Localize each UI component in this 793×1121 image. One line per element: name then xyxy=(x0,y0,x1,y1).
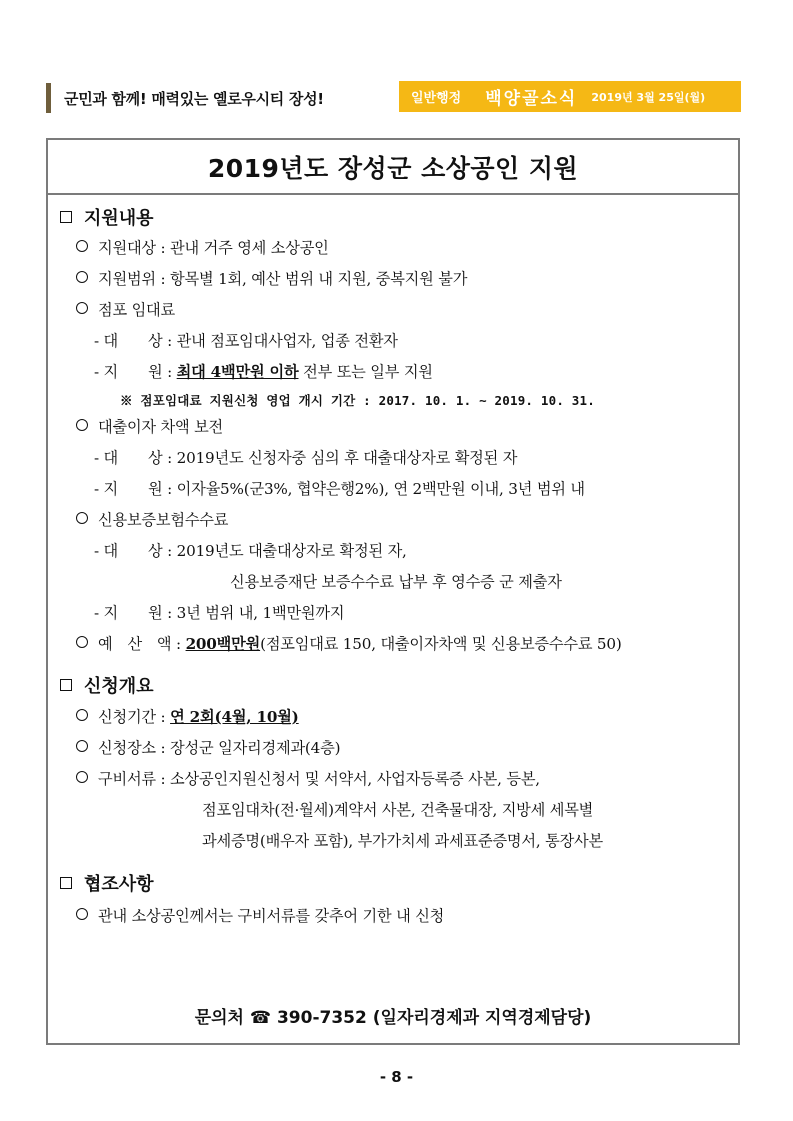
budget-amount: 200백만원 xyxy=(185,635,261,653)
checkbox-square-icon xyxy=(60,877,72,889)
list-item: 대출이자 차액 보전 xyxy=(76,416,223,438)
header-banner xyxy=(399,81,741,112)
circle-bullet-icon xyxy=(76,771,88,783)
issue-date: 2019년 3월 25일(월) xyxy=(591,90,706,104)
checkbox-square-icon xyxy=(60,211,72,223)
list-item: 지원범위 : 항목별 1회, 예산 범위 내 지원, 중복지원 불가 xyxy=(76,268,467,290)
article-title: 2019년도 장성군 소상공인 지원 xyxy=(207,153,579,183)
application-place: 신청장소 : 장성군 일자리경제과(4층) xyxy=(76,737,340,759)
application-docs: 구비서류 : 소상공인지원신청서 및 서약서, 사업자등록증 사본, 등본, xyxy=(76,768,540,790)
application-period: 신청기간 : 연 2회(4월, 10월) xyxy=(76,706,299,728)
circle-bullet-icon xyxy=(76,240,88,252)
list-item: 지원대상 : 관내 거주 영세 소상공인 xyxy=(76,237,329,259)
section-heading-cooperation: 협조사항 xyxy=(60,874,154,896)
title-band xyxy=(48,140,738,195)
application-docs-cont: 과세증명(배우자 포함), 부가가치세 과세표준증명서, 통장사본 xyxy=(202,832,603,850)
circle-bullet-icon xyxy=(76,419,88,431)
circle-bullet-icon xyxy=(76,740,88,752)
rent-target: - 대 상 : 관내 점포임대사업자, 업종 전환자 xyxy=(94,332,398,350)
page-number: - 8 - xyxy=(379,1068,414,1086)
interest-target: - 대 상 : 2019년도 신청자중 심의 후 대출대상자로 확정된 자 xyxy=(94,449,518,467)
rent-support: - 지 원 : 최대 4백만원 이하 전부 또는 일부 지원 xyxy=(94,363,433,381)
circle-bullet-icon xyxy=(76,302,88,314)
list-item: 신용보증보험수수료 xyxy=(76,509,228,531)
rent-note: ※ 점포임대료 지원신청 영업 개시 기간 : 2017. 10. 1. ~ 2019. 10. 31. xyxy=(120,393,595,408)
circle-bullet-icon xyxy=(76,512,88,524)
circle-bullet-icon xyxy=(76,709,88,721)
checkbox-square-icon xyxy=(60,679,72,691)
newsletter-name: 백양골소식 xyxy=(485,89,578,109)
article-frame xyxy=(46,138,740,1045)
circle-bullet-icon xyxy=(76,908,88,920)
guarantee-support: - 지 원 : 3년 범위 내, 1백만원까지 xyxy=(94,604,345,622)
section-heading-support: 지원내용 xyxy=(60,208,154,230)
application-docs-cont: 점포임대차(전·월세)계약서 사본, 건축물대장, 지방세 세목별 xyxy=(202,801,594,819)
cooperation-item: 관내 소상공인께서는 구비서류를 갖추어 기한 내 신청 xyxy=(76,905,444,927)
budget-line: 예 산 액 : 200백만원(점포임대료 150, 대출이자차액 및 신용보증수수료 50) xyxy=(76,633,622,655)
guarantee-target-cont: 신용보증재단 보증수수료 납부 후 영수증 군 제출자 xyxy=(230,573,562,591)
header-accent-bar xyxy=(46,83,51,113)
rent-max-amount: 최대 4백만원 이하 xyxy=(176,363,299,381)
contact-line: 문의처 ☎ 390-7352 (일자리경제과 지역경제담당) xyxy=(194,1008,592,1028)
section-heading-application: 신청개요 xyxy=(60,676,154,698)
header-slogan: 군민과 함께! 매력있는 옐로우시티 장성! xyxy=(64,90,324,108)
interest-support: - 지 원 : 이자율5%(군3%, 협약은행2%), 연 2백만원 이내, 3년 범위 내 xyxy=(94,480,585,498)
header-category: 일반행정 xyxy=(411,91,462,106)
application-period-value: 연 2회(4월, 10월) xyxy=(170,708,299,726)
circle-bullet-icon xyxy=(76,636,88,648)
guarantee-target: - 대 상 : 2019년도 대출대상자로 확정된 자, xyxy=(94,542,407,560)
circle-bullet-icon xyxy=(76,271,88,283)
list-item: 점포 임대료 xyxy=(76,299,175,321)
